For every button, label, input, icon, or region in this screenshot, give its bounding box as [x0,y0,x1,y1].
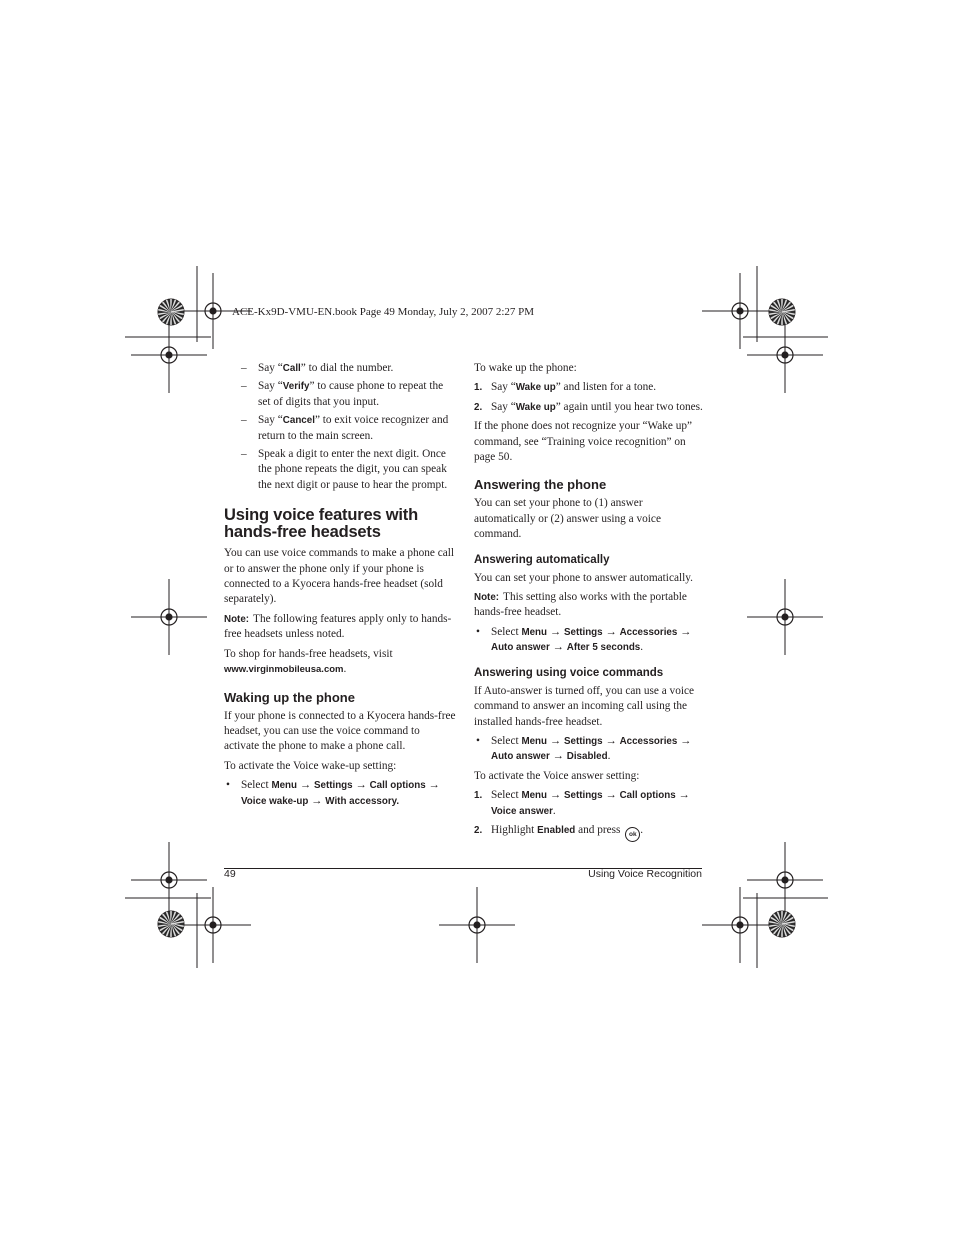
registration-target-icon [439,887,515,963]
file-slug: ACE-Kx9D-VMU-EN.book Page 49 Monday, July 2, 2007 2:27 PM [232,306,535,318]
answering-heading: Answering the phone [474,477,607,493]
registration-target-icon [747,317,823,393]
chapter-title: Using Voice Recognition [588,868,702,880]
auto-heading: Answering automatically [474,553,610,566]
dash-item-call: – Say “Call” to dial the number. [224,361,456,376]
voice-steps [474,788,706,842]
voice-setting-list [474,734,706,765]
shop-link[interactable]: www.virginmobileusa.com [224,664,344,676]
registration-target-icon [747,842,823,918]
starburst-icon [769,299,795,325]
answering-paragraph: You can set your phone to (1) answer automatically or (2) answer using a voice command. [474,497,661,541]
starburst-icon [158,911,184,937]
ok-key-icon: ok [625,827,640,842]
registration-target-icon [131,317,207,393]
voice-step-2: 2. Highlight Enabled and press ok . [474,823,706,842]
wake-step-1: 1. Say “Wake up” and listen for a tone. [474,381,657,394]
right-column [474,361,706,846]
registration-target-icon [131,579,207,655]
voice-activate-paragraph: To activate the Voice answer setting: [474,769,640,782]
voice-paragraph: If Auto-answer is turned off, you can use a voice command to answer an incoming call using the installed hands-free headset. [474,684,695,728]
auto-note: Note: This setting also works with the portable hands-free headset. [474,591,687,619]
wake-setting-list [224,778,456,809]
activate-wake-paragraph: To activate the Voice wake-up setting: [224,759,397,772]
registration-target-icon [747,579,823,655]
waking-paragraph: If your phone is connected to a Kyocera hands-free headset, you can use the voice command to activate the phone to make a phone call. [224,709,456,753]
headset-note: Note: The following features apply only to hands-free headsets unless noted. [224,612,452,641]
dash-item-verify: – Say “Verify” to cause phone to repeat the set of digits that you input. [224,379,456,410]
voice-step-1: 1. Select Menu → Settings → Call options → Voice answer. [474,789,690,817]
starburst-icon [158,299,184,325]
waking-heading: Waking up the phone [224,689,355,705]
page-number: 49 [224,868,236,880]
auto-setting-list [474,625,706,656]
starburst-icon [769,911,795,937]
dash-item-digit: – Speak a digit to enter the next digit. Once the phone repeats the digit, you can speak the next digit or pause to hear the prompt. [224,447,456,493]
dash-item-cancel: – Say “Cancel” to exit voice recognizer and return to the main screen. [224,413,456,444]
not-recognize-paragraph: If the phone does not recognize your “Wake up” command, see “Training voice recognition” on page 50. [474,420,693,464]
wake-intro: To wake up the phone: [474,362,577,374]
section-intro: You can use voice commands to make a phone call or to answer the phone only if your phone is connected to a Kyocera hands-free headset (sold separately). [224,547,455,606]
auto-setting-path: • Select Menu → Settings → Accessories → Auto answer → After 5 seconds. [474,625,706,656]
auto-paragraph: You can set your phone to answer automatically. [474,571,693,584]
wake-steps [474,380,706,415]
registration-target-icon [702,273,778,349]
voice-heading: Answering using voice commands [474,666,664,679]
left-column [224,361,456,813]
shop-paragraph: To shop for hands-free headsets, visit www.virginmobileusa.com. [224,647,393,676]
section-title: Using voice features with hands-free headsets [224,506,418,542]
registration-target-icon [131,842,207,918]
voice-command-list [224,361,456,493]
wake-setting-path: • Select Menu → Settings → Call options → Voice wake-up → With accessory. [224,778,456,809]
wake-step-2: 2. Say “Wake up” again until you hear two tones. [474,400,703,413]
voice-setting-path: • Select Menu → Settings → Accessories → Auto answer → Disabled. [474,734,706,765]
